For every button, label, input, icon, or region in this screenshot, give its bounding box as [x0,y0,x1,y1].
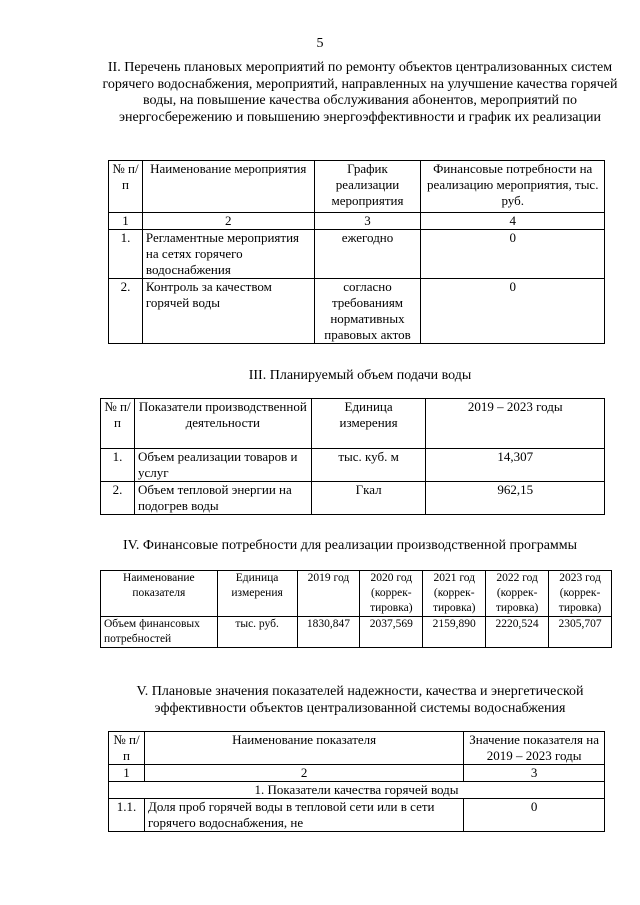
page-number: 5 [316,36,324,51]
value-2022: 2220,524 [486,617,549,648]
row-number: 2. [109,279,143,344]
row-number: 1. [101,449,135,482]
group-row [109,782,605,799]
section5-heading: V. Плановые значения показателей надежности, качества и энергетической эффективности объектов централизованной системы водоснабжения [136,684,584,716]
activity-finance: 0 [421,230,605,279]
header-cell: Показатели производственной деятельности [134,399,311,449]
header-cell: Наименование мероприятия [142,161,314,213]
indicator-unit: тыс. куб. м [311,449,426,482]
header-cell: № п/п [109,732,145,765]
header-cell: 2023 год (коррек-тировка) [549,571,612,617]
column-number: 1 [109,765,145,782]
section3-table [100,398,605,515]
table-header-row [109,161,605,213]
section2-table [108,160,605,344]
section4-table [100,570,612,648]
section2-heading: II. Перечень плановых мероприятий по ремонту объектов централизованных систем горячего водоснабжения, мероприятий, направленных на улучшение качества горячей воды, на повышение качества обслуживания абонентов, мероприятий по энергосбережению и повышению энергоэффективности и график их реализации [102,60,618,125]
column-number-row [109,213,605,230]
header-cell: 2020 год (коррек-тировка) [360,571,423,617]
column-number: 3 [464,765,605,782]
header-cell: 2021 год (коррек-тировка) [423,571,486,617]
table-row [101,449,605,482]
table-header-row [101,571,612,617]
value-2020: 2037,569 [360,617,423,648]
indicator-name: Объем финансовых потребностей [101,617,218,648]
row-number: 1.1. [109,799,145,832]
table-row [109,279,605,344]
activity-name: Контроль за качеством горячей воды [142,279,314,344]
row-number: 2. [101,482,135,515]
table-row [109,799,605,832]
value-2019: 1830,847 [297,617,360,648]
group-title: 1. Показатели качества горячей воды [109,782,605,799]
header-cell: Наименование показателя [144,732,463,765]
header-cell: График реализации мероприятия [314,161,421,213]
header-cell: № п/п [101,399,135,449]
row-number: 1. [109,230,143,279]
section3-heading: III. Планируемый объем подачи воды [248,368,472,383]
section5-table [108,731,605,832]
column-number: 4 [421,213,605,230]
header-cell: Единица измерения [311,399,426,449]
header-cell: Наименование показателя [101,571,218,617]
indicator-value: 962,15 [426,482,605,515]
table-header-row [109,732,605,765]
header-cell: Значение показателя на 2019 – 2023 годы [464,732,605,765]
table-header-row [101,399,605,449]
column-number: 2 [142,213,314,230]
table-row [109,230,605,279]
header-cell: 2022 год (коррек-тировка) [486,571,549,617]
section4-heading: IV. Финансовые потребности для реализации производственной программы [122,538,578,553]
table-row [101,617,612,648]
indicator-unit: тыс. руб. [217,617,297,648]
header-cell: 2019 год [297,571,360,617]
indicator-name: Объем реализации товаров и услуг [134,449,311,482]
header-cell: Единица измерения [217,571,297,617]
activity-schedule: ежегодно [314,230,421,279]
activity-name: Регламентные мероприятия на сетях горячего водоснабжения [142,230,314,279]
column-number: 1 [109,213,143,230]
header-cell: № п/п [109,161,143,213]
header-cell: Финансовые потребности на реализацию мероприятия, тыс. руб. [421,161,605,213]
column-number: 3 [314,213,421,230]
indicator-value: 0 [464,799,605,832]
activity-schedule: согласно требованиям нормативных правовых актов [314,279,421,344]
indicator-name: Доля проб горячей воды в тепловой сети или в сети горячего водоснабжения, не [144,799,463,832]
column-number: 2 [144,765,463,782]
value-2021: 2159,890 [423,617,486,648]
column-number-row [109,765,605,782]
table-row [101,482,605,515]
activity-finance: 0 [421,279,605,344]
indicator-name: Объем тепловой энергии на подогрев воды [134,482,311,515]
value-2023: 2305,707 [549,617,612,648]
indicator-unit: Гкал [311,482,426,515]
header-cell: 2019 – 2023 годы [426,399,605,449]
indicator-value: 14,307 [426,449,605,482]
